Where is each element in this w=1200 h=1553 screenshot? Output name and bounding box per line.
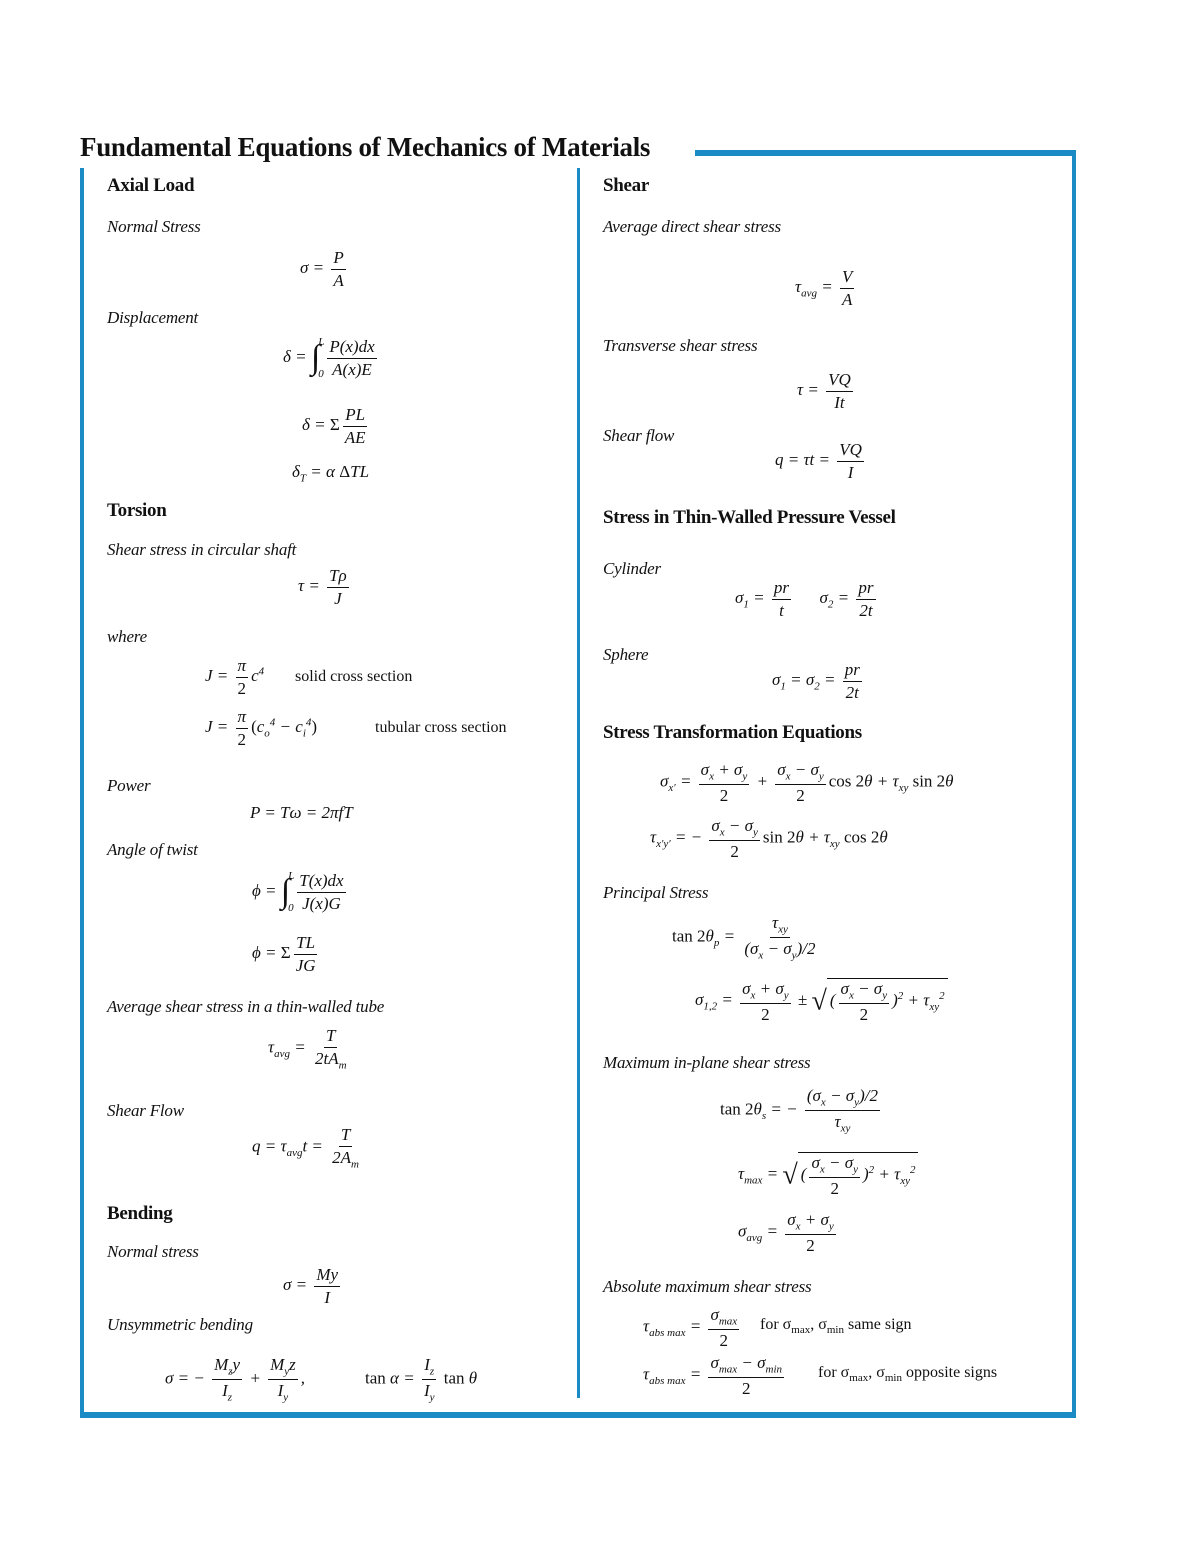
- label-bending-normal: Normal stress: [107, 1242, 199, 1261]
- eq-max-shear: $\tau_{max}$ = √ ( $\frac{\sigma_x - \sigma_y}{2}$ )$^2 + \tau_{xy}^2$: [738, 1152, 918, 1199]
- eq-flexure: σ = $\frac{My}{I}$: [283, 1265, 339, 1307]
- eq-torsion-shear: τ = $\frac{T\rho}{J}$: [298, 566, 347, 608]
- heading-axial-load: Axial Load: [107, 175, 195, 196]
- eq-polar-tubular: J = $\frac{\pi}{2}$ $(c_o^4 - c_i^4)$: [205, 707, 318, 749]
- frame-right-border: [1072, 150, 1076, 1418]
- label-power: Power: [107, 776, 151, 795]
- label-max-inplane-shear: Maximum in-plane shear stress: [603, 1053, 811, 1072]
- eq-polar-solid: J = $\frac{\pi}{2}$ $c^4$: [205, 656, 265, 698]
- label-angle-twist: Angle of twist: [107, 840, 198, 859]
- label-normal-stress: Normal Stress: [107, 217, 201, 236]
- label-shear-flow-torsion: Shear Flow: [107, 1101, 184, 1120]
- eq-shear-transform: $\tau_{x'y'}$ = − $\frac{\sigma_x - \sigma_y}{2}$ $\sin 2\theta + \tau_{xy}$ cos 2θ: [650, 816, 888, 862]
- label-shear-circular: Shear stress in circular shaft: [107, 540, 297, 559]
- heading-shear: Shear: [603, 175, 650, 196]
- eq-principal-stresses: $\sigma_{1,2}$ = $\frac{\sigma_x + \sigma_y}{2}$ ± √ ( $\frac{\sigma_x - \sigma_y}{2}$ )$^2 + \tau_{xy}^2$: [695, 978, 948, 1025]
- eq-avg-normal: $\sigma_{avg}$ = $\frac{\sigma_x + \sigma_y}{2}$: [738, 1210, 834, 1256]
- eq-twist-sum: ϕ = Σ $\frac{TL}{JG}$: [252, 933, 316, 975]
- eq-torsion-shear-flow: $q = \tau_{avg}t$ = $\frac{T}{2A_m}$: [252, 1125, 359, 1170]
- eq-displacement-integral: δ = ∫ L 0 $\frac{P(x)dx}{A(x)E}$: [283, 336, 375, 380]
- label-displacement: Displacement: [107, 308, 199, 327]
- heading-bending: Bending: [107, 1203, 173, 1224]
- eq-principal-angle: $\tan 2\theta_p$ = $\frac{\tau_{xy}}{(\sigma_x - \sigma_y)/2}$: [672, 913, 816, 962]
- eq-avg-shear: $\tau_{avg}$ = $\frac{V}{A}$: [795, 267, 853, 309]
- eq-thin-tube: $\tau_{avg}$ = $\frac{T}{2tA_m}$: [268, 1026, 347, 1071]
- title-rule: [695, 150, 1075, 156]
- eq-abs-max-same: $\tau_{abs max}$ = $\frac{\sigma_{max}}{2}$: [643, 1305, 738, 1351]
- eq-cylinder: $\sigma_1$ = $\frac{pr}{t}$ $\sigma_2$ = $\frac{pr}{2t}$: [735, 578, 874, 620]
- label-opposite-signs: opposite signs: [905, 1364, 998, 1381]
- frame-bottom-border: [80, 1412, 1076, 1418]
- label-cylinder: Cylinder: [603, 559, 661, 578]
- label-tubular-section: tubular cross section: [375, 719, 507, 736]
- label-solid-section: solid cross section: [295, 668, 413, 685]
- eq-shear-flow: q = τt = $\frac{VQ}{I}$: [775, 440, 862, 482]
- frame-left-border: [80, 168, 84, 1418]
- label-transverse-shear: Transverse shear stress: [603, 336, 758, 355]
- label-abs-max-shear: Absolute maximum shear stress: [603, 1277, 812, 1296]
- heading-stress-transformation: Stress Transformation Equations: [603, 722, 862, 743]
- page-title: Fundamental Equations of Mechanics of Materials: [80, 132, 651, 162]
- eq-thermal: $\delta_T = \alpha$ ΔTL: [292, 462, 370, 485]
- note-opposite-signs: for $\sigma_{max}$, $\sigma_{min}$ opposite signs: [818, 1364, 998, 1385]
- label-sphere: Sphere: [603, 645, 649, 664]
- eq-power: P = Tω = 2πfT: [250, 803, 353, 822]
- heading-torsion: Torsion: [107, 500, 167, 521]
- eq-max-shear-angle: $\tan 2\theta_s$ = − $\frac{(\sigma_x - \sigma_y)/2}{\tau_{xy}}$: [720, 1086, 878, 1135]
- eq-unsymmetric: σ = − $\frac{M_zy}{I_z}$ + $\frac{M_yz}{I_y}$ ,: [165, 1355, 305, 1404]
- eq-normal-transform: $\sigma_{x'}$ = $\frac{\sigma_x + \sigma_y}{2}$ + $\frac{\sigma_x - \sigma_y}{2}$ $\cos 2\theta + \tau_{xy}$ sin 2θ: [660, 760, 954, 806]
- eq-sphere: $\sigma_1 = \sigma_2$ = $\frac{pr}{2t}$: [772, 660, 860, 702]
- label-principal-stress: Principal Stress: [603, 883, 709, 902]
- label-unsymmetric: Unsymmetric bending: [107, 1315, 253, 1334]
- eq-transverse-shear: τ = $\frac{VQ}{It}$: [797, 370, 851, 412]
- note-same-sign: for $\sigma_{max}$, $\sigma_{min}$ same sign: [760, 1316, 912, 1337]
- label-avg-thin-tube: Average shear stress in a thin-walled tube: [107, 997, 385, 1016]
- label-shear-flow: Shear flow: [603, 426, 675, 445]
- label-avg-direct-shear: Average direct shear stress: [603, 217, 781, 236]
- eq-abs-max-opposite: $\tau_{abs max}$ = $\frac{\sigma_{max} - \sigma_{min}}{2}$: [643, 1353, 783, 1399]
- eq-twist-integral: ϕ = ∫ L 0 $\frac{T(x)dx}{J(x)G}$: [252, 870, 344, 914]
- label-same-sign: same sign: [847, 1316, 912, 1333]
- column-divider: [577, 168, 580, 1398]
- eq-neutral-axis: tan α = $\frac{I_z}{I_y}$ tan θ: [365, 1355, 478, 1404]
- heading-pressure-vessel: Stress in Thin-Walled Pressure Vessel: [603, 507, 896, 528]
- label-where: where: [107, 627, 147, 646]
- eq-displacement-sum: δ = Σ $\frac{PL}{AE}$: [302, 405, 366, 447]
- eq-normal-stress: σ = $\frac{P}{A}$: [300, 248, 344, 290]
